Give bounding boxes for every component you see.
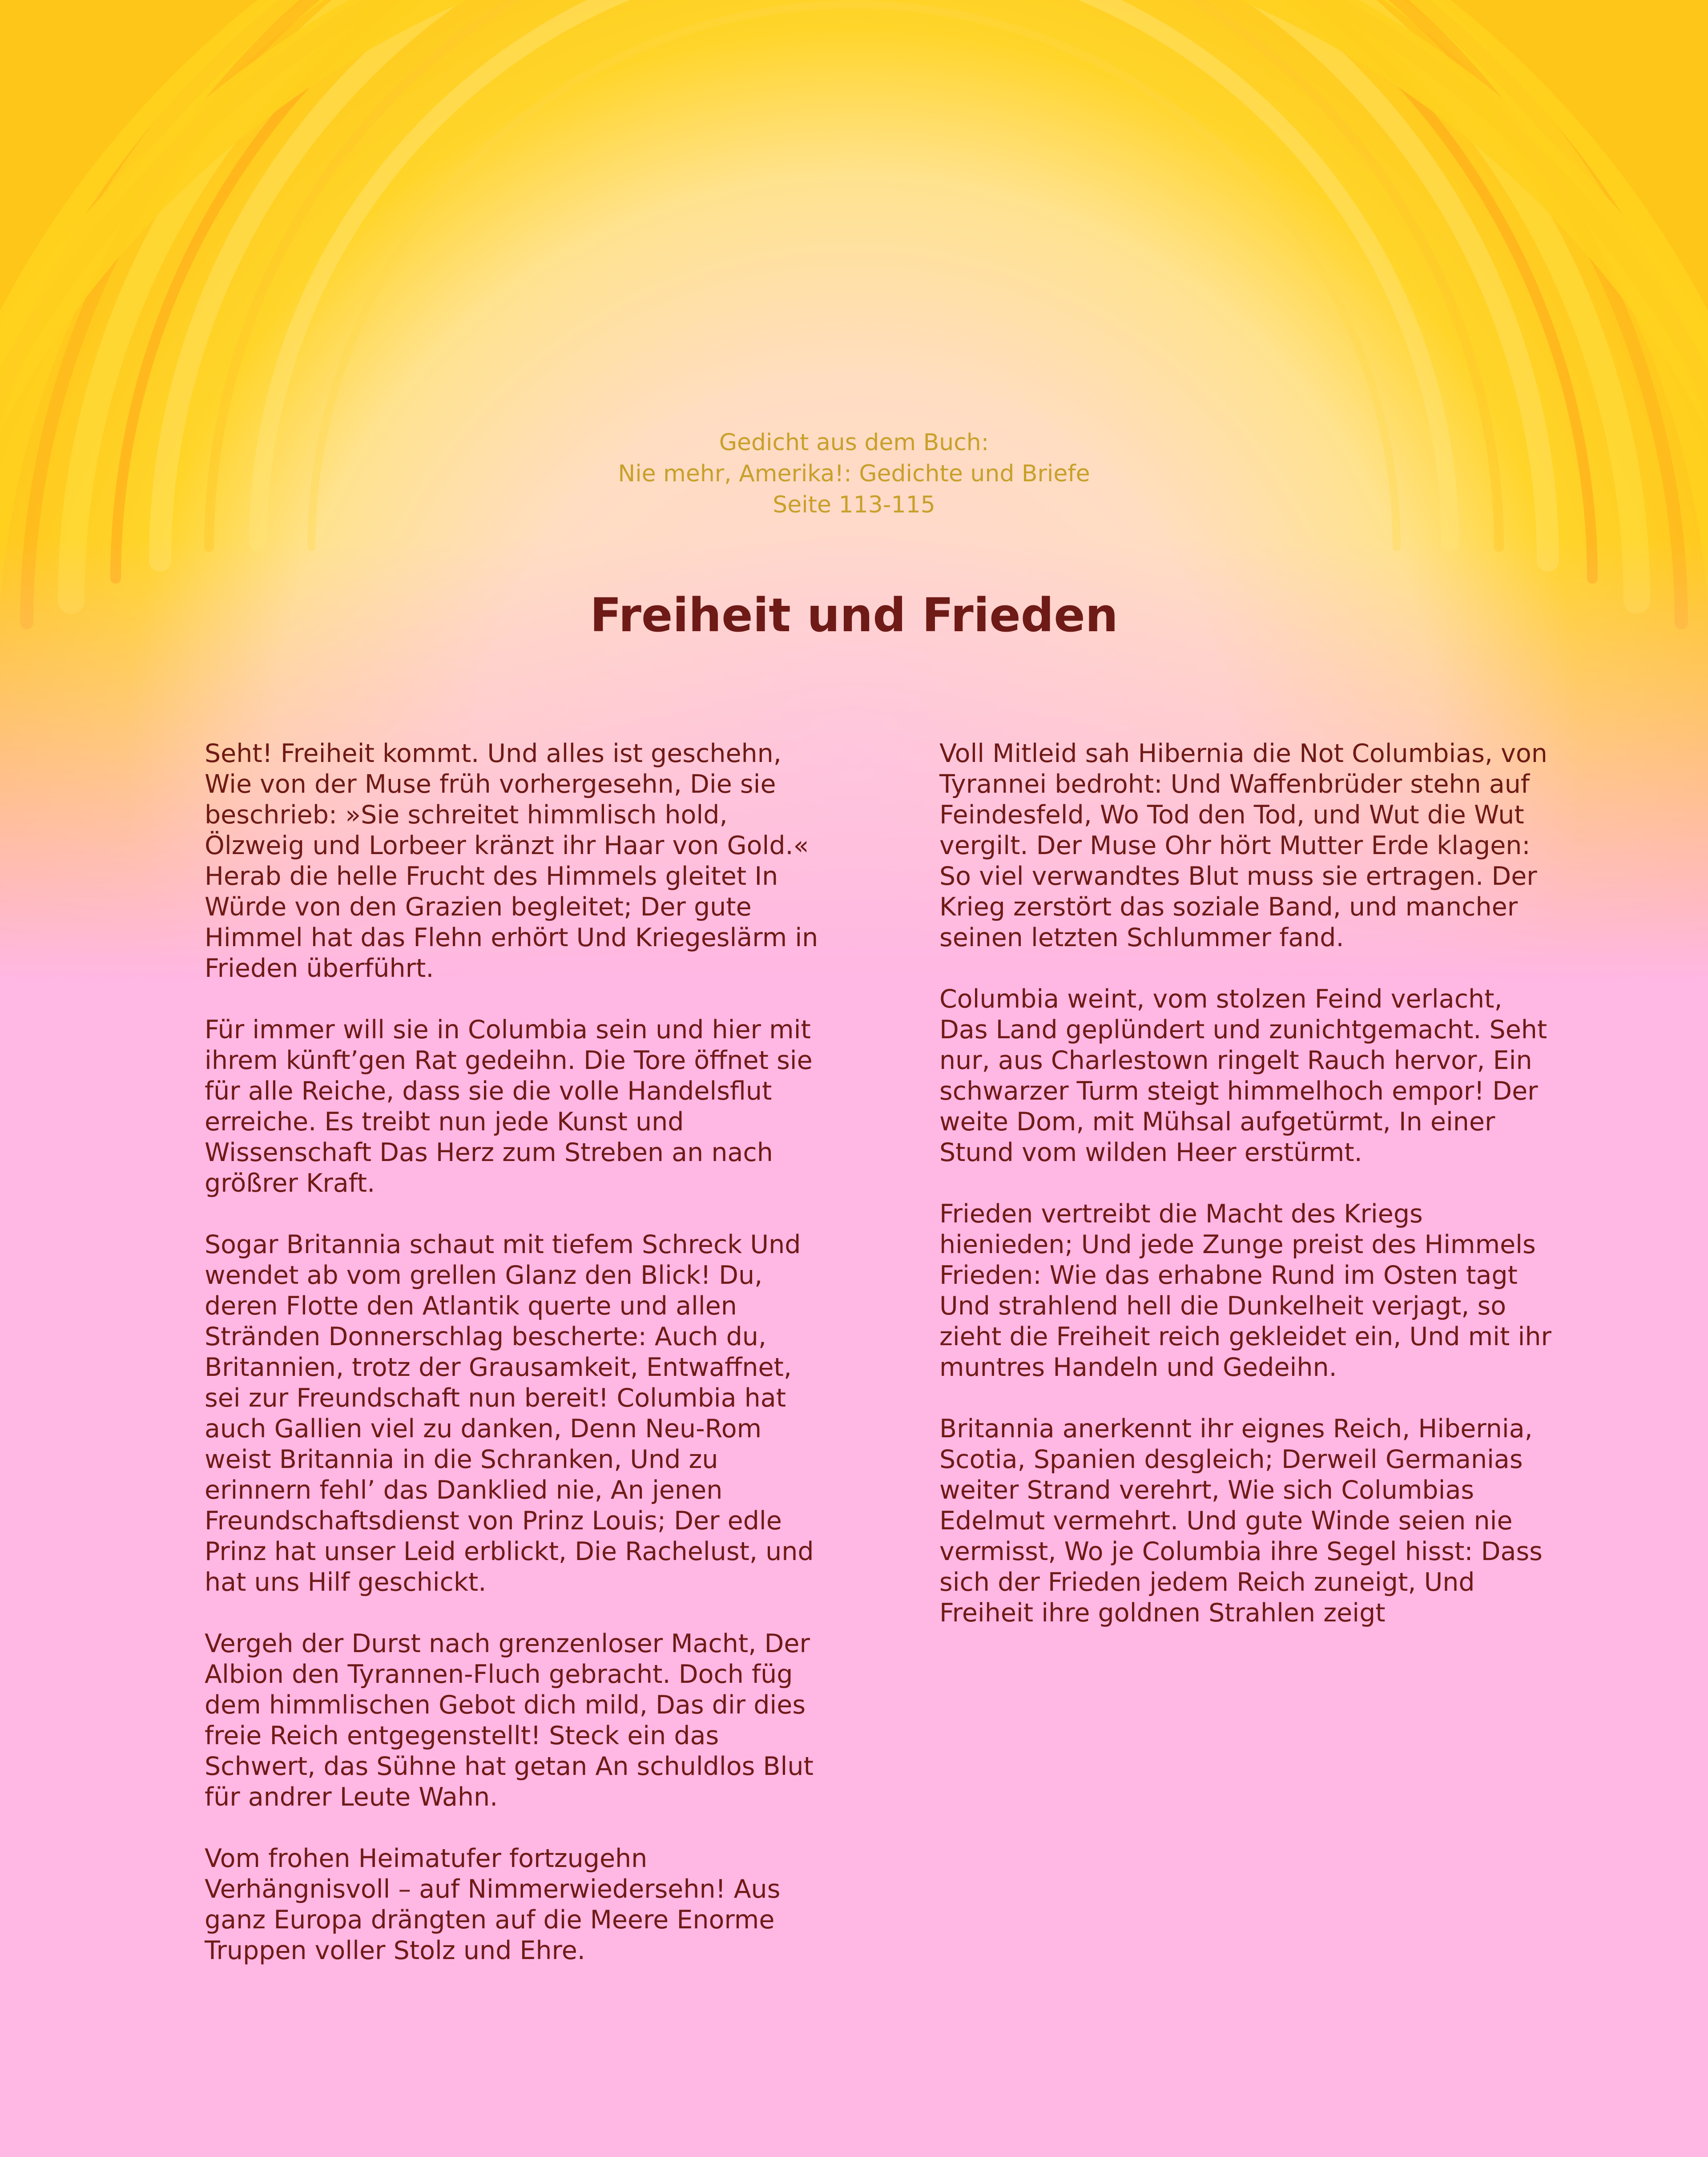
stanza: Sogar Britannia schaut mit tiefem Schreck Und wendet ab vom grellen Glanz den Blick! Du, deren Flotte den Atlantik querte und allen Stränden Donnerschlag bescherte: Auch du, Britannien, trotz der Grausamkeit, Entwaffnet, sei zur Freundschaft nun bereit! Columbia hat auch Gallien viel zu danken, Denn Neu-Rom weist Britannia in die Schranken, Und zu erinnern fehl’ das Danklied nie, An jenen Freundschaftsdienst von Prinz Louis; Der edle Prinz hat unser Leid erblickt, Die Rachelust, und hat uns Hilf geschickt. bbox=[205, 1230, 814, 1597]
stanza: Frieden vertreibt die Macht des Kriegs hienieden; Und jede Zunge preist des Himmels Frieden: Wie das erhabne Rund im Osten tagt Und strahlend hell die Dunkelheit verjagt, so zieht die Freiheit reich gekleidet ein, Und mit ihr muntres Handeln und Gedeihn. bbox=[939, 1199, 1551, 1382]
stanza: Für immer will sie in Columbia sein und hier mit ihrem künft’gen Rat gedeihn. Die Tore öffnet sie für alle Reiche, dass sie die volle Handelsflut erreiche. Es treibt nun jede Kunst und Wissenschaft Das Herz zum Streben an nach größrer Kraft. bbox=[205, 1015, 813, 1198]
stanza: Britannia anerkennt ihr eignes Reich, Hibernia, Scotia, Spanien desgleich; Derweil Germanias weiter Strand verehrt, Wie sich Columbias Edelmut vermehrt. Und gute Winde seien nie vermisst, Wo je Columbia ihre Segel hisst: Dass sich der Frieden jedem Reich zuneigt, Und Freiheit ihre goldnen Strahlen zeigt bbox=[939, 1414, 1543, 1628]
source-line-1: Gedicht aus dem Buch: bbox=[719, 429, 989, 456]
stanza: Vom frohen Heimatufer fortzugehn Verhängnisvoll – auf Nimmerwiedersehn! Aus ganz Europa drängten auf die Meere Enorme Truppen voller Stolz und Ehre. bbox=[205, 1844, 781, 1965]
poem-column-left bbox=[205, 738, 818, 1997]
poem-title: Freiheit und Frieden bbox=[590, 588, 1118, 642]
poem-column-right bbox=[939, 738, 1553, 1659]
stanza: Vergeh der Durst nach grenzenloser Macht, Der Albion den Tyrannen-Fluch gebracht. Doch füg dem himmlischen Gebot dich mild, Das dir dies freie Reich entgegenstellt! Steck ein das Schwert, das Sühne hat getan An schuldlos Blut für andrer Leute Wahn. bbox=[205, 1629, 814, 1812]
stanza: Columbia weint, vom stolzen Feind verlacht, Das Land geplündert und zunichtgemacht. Seht nur, aus Charlestown ringelt Rauch hervor, Ein schwarzer Turm steigt himmelhoch empor! Der weite Dom, mit Mühsal aufgetürmt, In einer Stund vom wilden Heer erstürmt. bbox=[939, 984, 1547, 1167]
source-reference bbox=[0, 427, 1708, 520]
stanza: Voll Mitleid sah Hibernia die Not Columbias, von Tyrannei bedroht: Und Waffenbrüder stehn auf Feindesfeld, Wo Tod den Tod, und Wut die Wut vergilt. Der Muse Ohr hört Mutter Erde klagen: So viel verwandtes Blut muss sie ertragen. Der Krieg zerstört das soziale Band, und mancher seinen letzten Schlummer fand. bbox=[939, 739, 1547, 952]
source-line-2: Nie mehr, Amerika!: Gedichte und Briefe bbox=[618, 460, 1090, 487]
source-line-3: Seite 113-115 bbox=[773, 492, 935, 518]
stanza: Seht! Freiheit kommt. Und alles ist geschehn, Wie von der Muse früh vorhergesehn, Die sie beschrieb: »Sie schreitet himmlisch hold, Ölzweig und Lorbeer kränzt ihr Haar von Gold.« Herab die helle Frucht des Himmels gleitet In Würde von den Grazien begleitet; Der gute Himmel hat das Flehn erhört Und Kriegeslärm in Frieden überführt. bbox=[205, 739, 818, 983]
